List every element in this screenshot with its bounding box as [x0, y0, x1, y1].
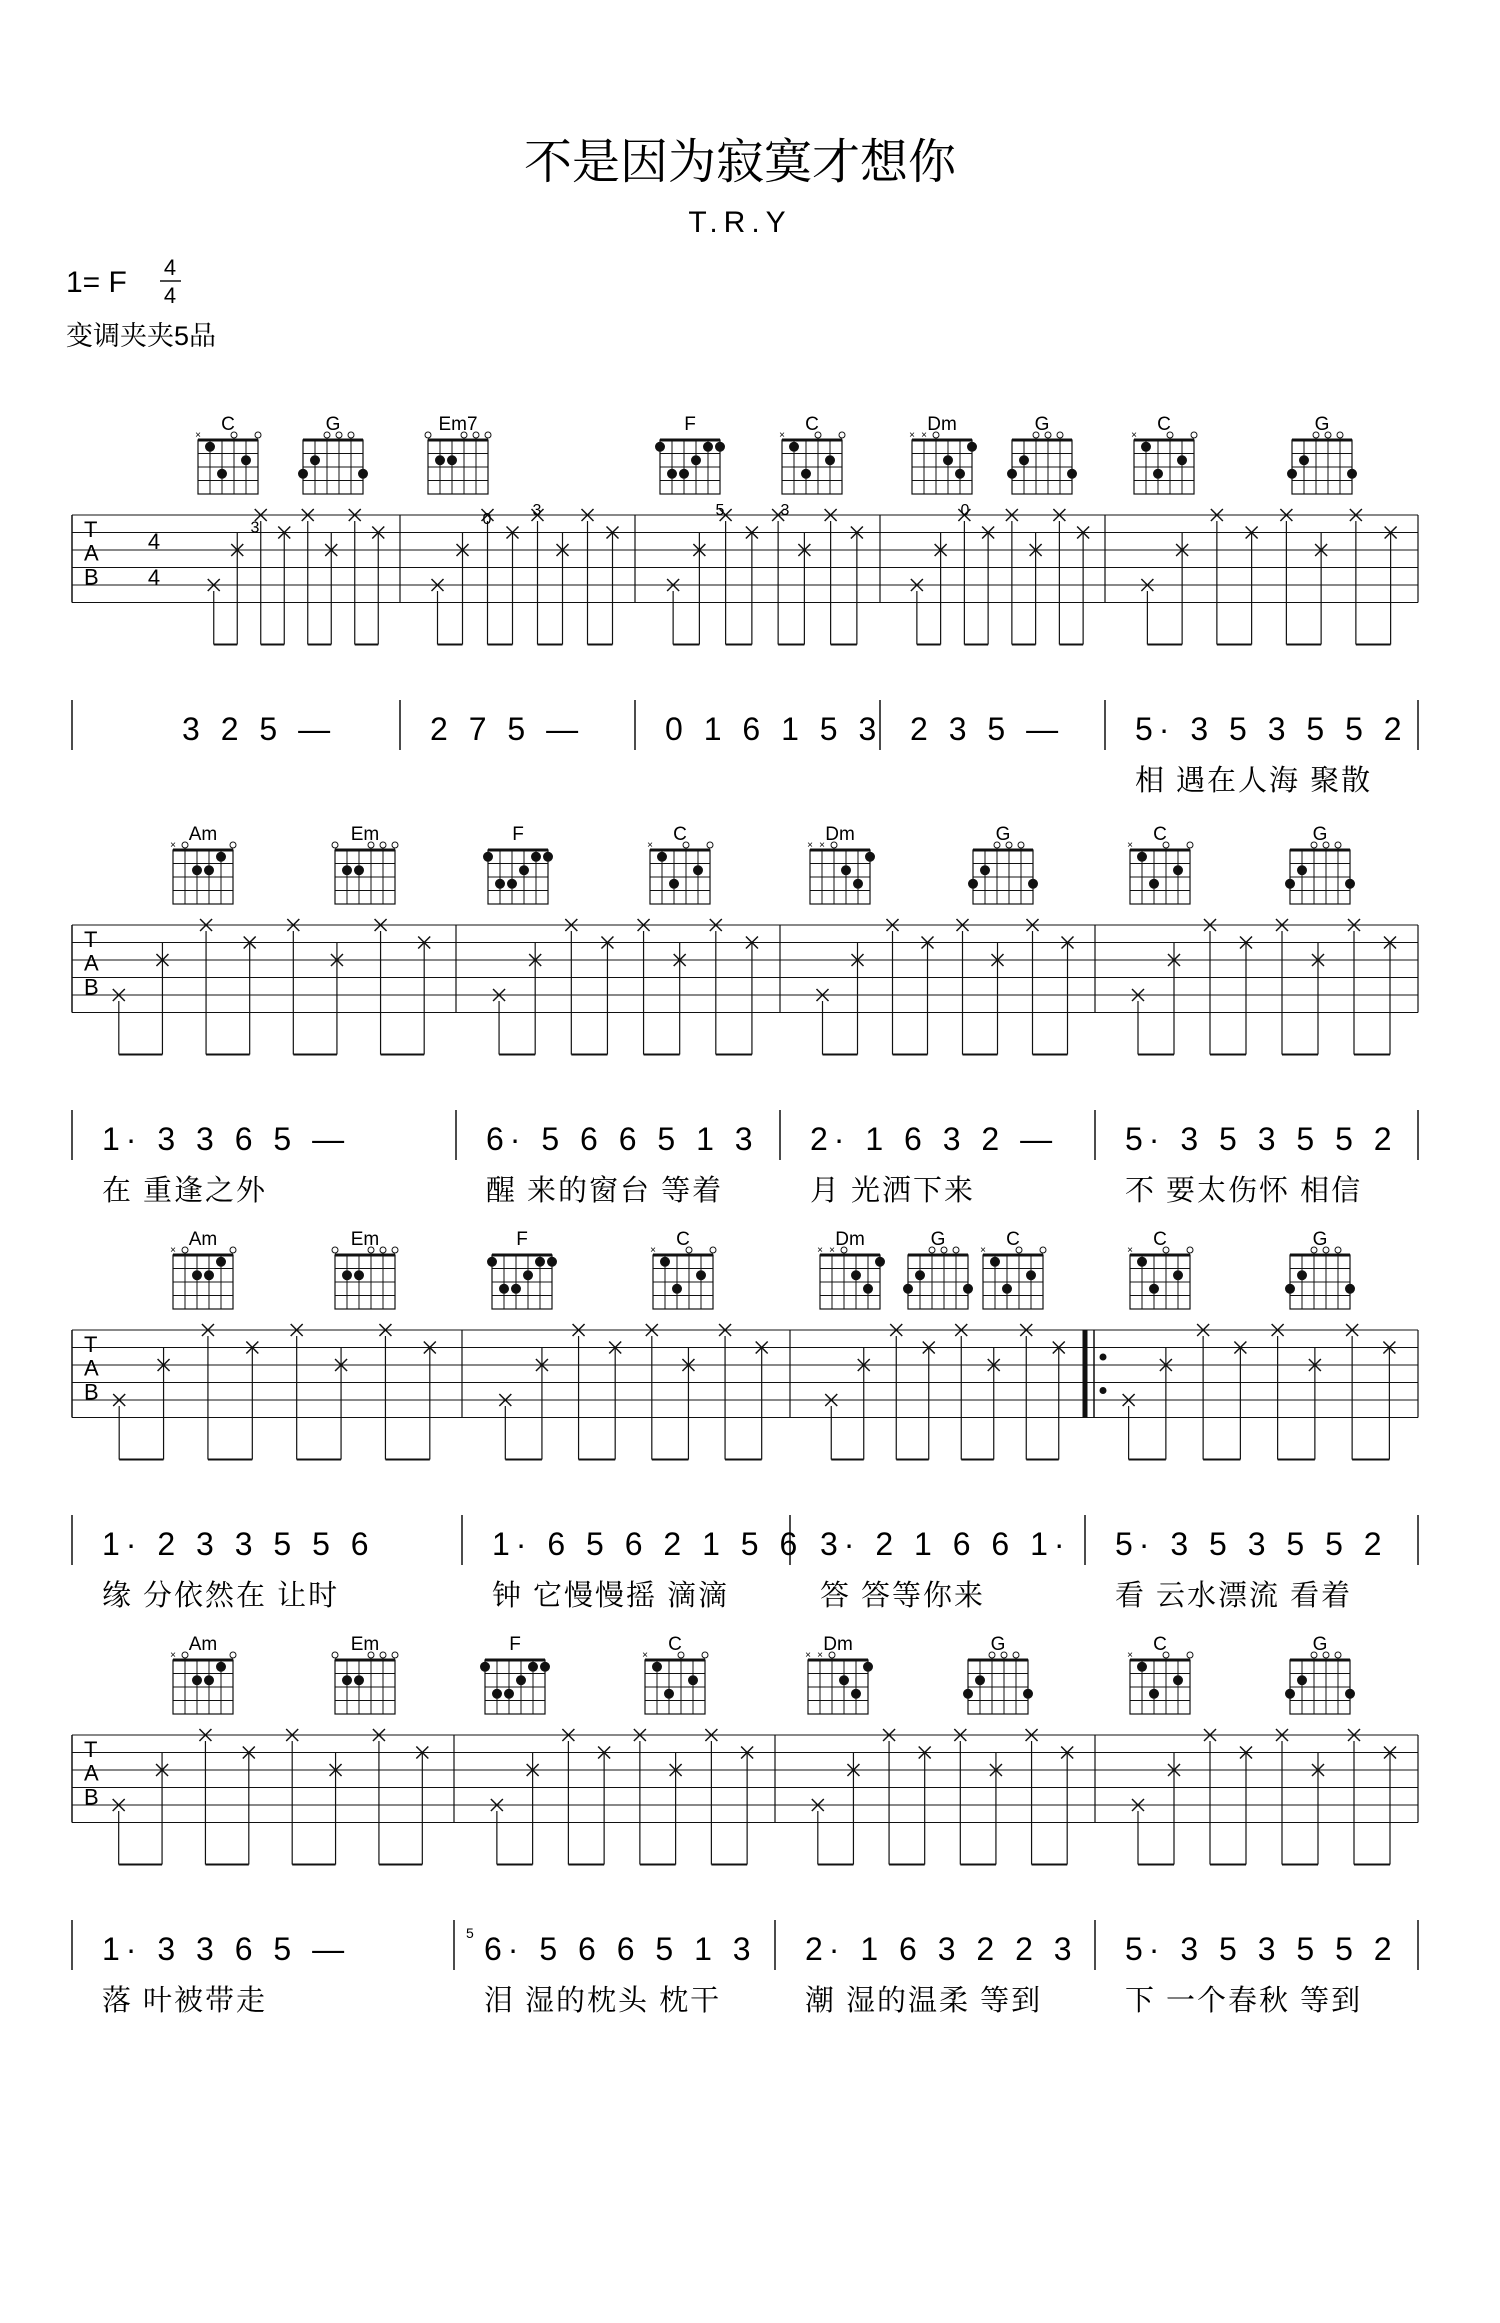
chord-name: F: [512, 824, 524, 845]
chord-diagram-c: [980, 1229, 1046, 1309]
chord-name: G: [1314, 414, 1330, 435]
chord-diagram-em7: [425, 414, 491, 494]
tab-letter: A: [84, 950, 99, 976]
fret-number: 0: [482, 510, 492, 528]
chord-diagram-dm: [909, 414, 977, 494]
tab-letter: T: [84, 1737, 98, 1762]
chord-name: C: [221, 414, 235, 435]
numbered-notation: 2· 1 6 3 2 —: [810, 1121, 1059, 1157]
chord-name: Am: [188, 1229, 218, 1250]
time-signature-top: 4: [163, 255, 177, 280]
tab-letter: T: [84, 927, 98, 952]
numbered-notation: 5· 3 5 3 5 5 2: [1135, 711, 1408, 747]
numbered-notation: 2 3 5 —: [910, 711, 1065, 747]
chord-diagram-em: [332, 1634, 398, 1714]
lyric-line: 潮 湿的温柔 等到: [805, 1985, 1043, 2017]
svg-text:×: ×: [170, 1650, 176, 1661]
chord-name: Am: [188, 824, 218, 845]
chord-diagram-g: [298, 414, 368, 494]
svg-text:×: ×: [195, 430, 201, 441]
fret-number: 0: [960, 502, 970, 519]
chord-name: G: [930, 1229, 946, 1250]
chord-name: Am: [188, 1634, 218, 1655]
chord-diagram-c: [1127, 1229, 1193, 1309]
svg-text:×: ×: [980, 1245, 986, 1256]
lyric-line: 不 要太伤怀 相信: [1125, 1175, 1363, 1207]
tab-system-1: [72, 414, 1418, 797]
chord-name: G: [995, 824, 1011, 845]
tab-letter: T: [84, 517, 98, 542]
chord-diagram-f: [480, 1634, 550, 1714]
tab-letter: A: [84, 540, 99, 566]
tab-system-3: [72, 1229, 1418, 1612]
chord-name: F: [509, 1634, 521, 1655]
svg-text:×: ×: [642, 1650, 648, 1661]
chord-name: G: [325, 414, 341, 435]
svg-text:×: ×: [829, 1245, 835, 1256]
numbered-notation: 5· 3 5 3 5 5 2: [1125, 1121, 1398, 1157]
chord-diagram-dm: [807, 824, 875, 904]
chord-name: F: [684, 414, 696, 435]
chord-diagram-g: [1285, 1634, 1355, 1714]
tab-letter: A: [84, 1355, 99, 1381]
chord-name: C: [668, 1634, 682, 1655]
chord-diagram-c: [650, 1229, 716, 1309]
svg-text:×: ×: [1127, 840, 1133, 851]
chord-name: C: [673, 824, 687, 845]
chord-diagram-c: [779, 414, 845, 494]
svg-text:×: ×: [170, 1245, 176, 1256]
lyric-line: 相 遇在人海 聚散: [1135, 765, 1373, 797]
chord-diagram-g: [1285, 1229, 1355, 1309]
chord-diagram-em: [332, 1229, 398, 1309]
lyric-line: 看 云水漂流 看着: [1115, 1580, 1353, 1612]
chord-diagram-dm: [817, 1229, 885, 1309]
svg-text:×: ×: [805, 1650, 811, 1661]
tab-letter: B: [84, 1784, 99, 1810]
time-signature-bottom: 4: [163, 283, 177, 308]
tab-letter: A: [84, 1760, 99, 1786]
fret-number: 3: [250, 519, 260, 537]
chord-name: Dm: [927, 414, 957, 435]
svg-text:×: ×: [817, 1245, 823, 1256]
chord-name: F: [516, 1229, 528, 1250]
chord-diagram-c: [642, 1634, 708, 1714]
fret-number: 3: [532, 502, 542, 519]
grace-note: 5: [466, 1925, 474, 1941]
svg-text:×: ×: [1127, 1650, 1133, 1661]
chord-diagram-g: [1285, 824, 1355, 904]
chord-diagram-c: [195, 414, 261, 494]
tab-time-signature: 4: [147, 529, 161, 554]
chord-name: Em: [350, 1634, 380, 1655]
tab-time-signature: 4: [147, 565, 161, 590]
chord-name: C: [805, 414, 819, 435]
chord-diagram-f: [483, 824, 553, 904]
chord-diagram-f: [655, 414, 725, 494]
numbered-notation: 0 1 6 1 5 3: [665, 711, 883, 747]
svg-text:×: ×: [779, 430, 785, 441]
chord-diagram-g: [963, 1634, 1033, 1714]
tab-letter: B: [84, 974, 99, 1000]
artist-name: T.R.Y: [688, 206, 792, 239]
numbered-notation: 1· 3 3 6 5 —: [102, 1931, 351, 1967]
svg-text:×: ×: [817, 1650, 823, 1661]
chord-diagram-g: [1007, 414, 1077, 494]
svg-text:×: ×: [647, 840, 653, 851]
svg-text:×: ×: [921, 430, 927, 441]
chord-diagram-c: [647, 824, 713, 904]
chord-name: Em7: [438, 414, 478, 435]
capo-note: 变调夹夹5品: [66, 321, 217, 351]
chord-diagram-g: [903, 1229, 973, 1309]
lyric-line: 下 一个春秋 等到: [1125, 1985, 1363, 2017]
tab-letter: T: [84, 1332, 98, 1357]
lyric-line: 缘 分依然在 让时: [102, 1580, 340, 1612]
chord-diagram-em: [332, 824, 398, 904]
numbered-notation: 3 2 5 —: [182, 711, 337, 747]
fret-number: 5: [715, 502, 725, 519]
svg-text:×: ×: [819, 840, 825, 851]
svg-text:×: ×: [807, 840, 813, 851]
tab-system-4: [72, 1634, 1418, 2017]
tab-letter: B: [84, 564, 99, 590]
chord-diagram-dm: [805, 1634, 873, 1714]
chord-name: Em: [350, 1229, 380, 1250]
numbered-notation: 6· 5 6 6 5 1 3: [484, 1931, 757, 1967]
chord-name: G: [1312, 824, 1328, 845]
lyric-line: 在 重逢之外: [102, 1175, 268, 1207]
chord-diagram-f: [487, 1229, 557, 1309]
svg-text:×: ×: [1131, 430, 1137, 441]
chord-diagram-c: [1127, 824, 1193, 904]
lyric-line: 月 光洒下来: [810, 1175, 976, 1207]
tab-system-2: [72, 824, 1418, 1207]
numbered-notation: 1· 2 3 3 5 5 6: [102, 1526, 375, 1562]
chord-diagram-am: [170, 1634, 236, 1714]
chord-name: G: [1312, 1634, 1328, 1655]
lyric-line: 答 答等你来: [820, 1580, 986, 1612]
chord-name: Dm: [825, 824, 855, 845]
numbered-notation: 5· 3 5 3 5 5 2: [1115, 1526, 1388, 1562]
lyric-line: 落 叶被带走: [102, 1985, 268, 2017]
fret-number: 3: [780, 502, 790, 519]
chord-name: G: [990, 1634, 1006, 1655]
tab-letter: B: [84, 1379, 99, 1405]
chord-name: C: [1153, 1634, 1167, 1655]
chord-name: G: [1312, 1229, 1328, 1250]
chord-name: Dm: [823, 1634, 853, 1655]
chord-name: C: [676, 1229, 690, 1250]
numbered-notation: 1· 3 3 6 5 —: [102, 1121, 351, 1157]
numbered-notation: 2 7 5 —: [430, 711, 585, 747]
chord-diagram-am: [170, 824, 236, 904]
numbered-notation: 2· 1 6 3 2 2 3: [805, 1931, 1078, 1967]
chord-name: C: [1006, 1229, 1020, 1250]
numbered-notation: 3· 2 1 6 6 1·: [820, 1526, 1071, 1562]
song-title: 不是因为寂寞才想你: [523, 134, 957, 190]
chord-name: Dm: [835, 1229, 865, 1250]
svg-text:×: ×: [1127, 1245, 1133, 1256]
lyric-line: 钟 它慢慢摇 滴滴: [492, 1580, 730, 1612]
chord-name: G: [1034, 414, 1050, 435]
svg-text:×: ×: [170, 840, 176, 851]
chord-name: Em: [350, 824, 380, 845]
lyric-line: 醒 来的窗台 等着: [486, 1175, 724, 1207]
chord-diagram-c: [1131, 414, 1197, 494]
lyric-line: 泪 湿的枕头 枕干: [484, 1985, 722, 2017]
svg-text:×: ×: [650, 1245, 656, 1256]
chord-diagram-c: [1127, 1634, 1193, 1714]
chord-name: C: [1153, 824, 1167, 845]
chord-diagram-g: [1287, 414, 1357, 494]
numbered-notation: 6· 5 6 6 5 1 3: [486, 1121, 759, 1157]
chord-diagram-g: [968, 824, 1038, 904]
chord-name: C: [1153, 1229, 1167, 1250]
chord-diagram-am: [170, 1229, 236, 1309]
svg-text:×: ×: [909, 430, 915, 441]
key-signature: 1= F: [66, 266, 127, 299]
numbered-notation: 1· 6 5 6 2 1 5 6: [492, 1526, 804, 1562]
numbered-notation: 5· 3 5 3 5 5 2: [1125, 1931, 1398, 1967]
chord-name: C: [1157, 414, 1171, 435]
